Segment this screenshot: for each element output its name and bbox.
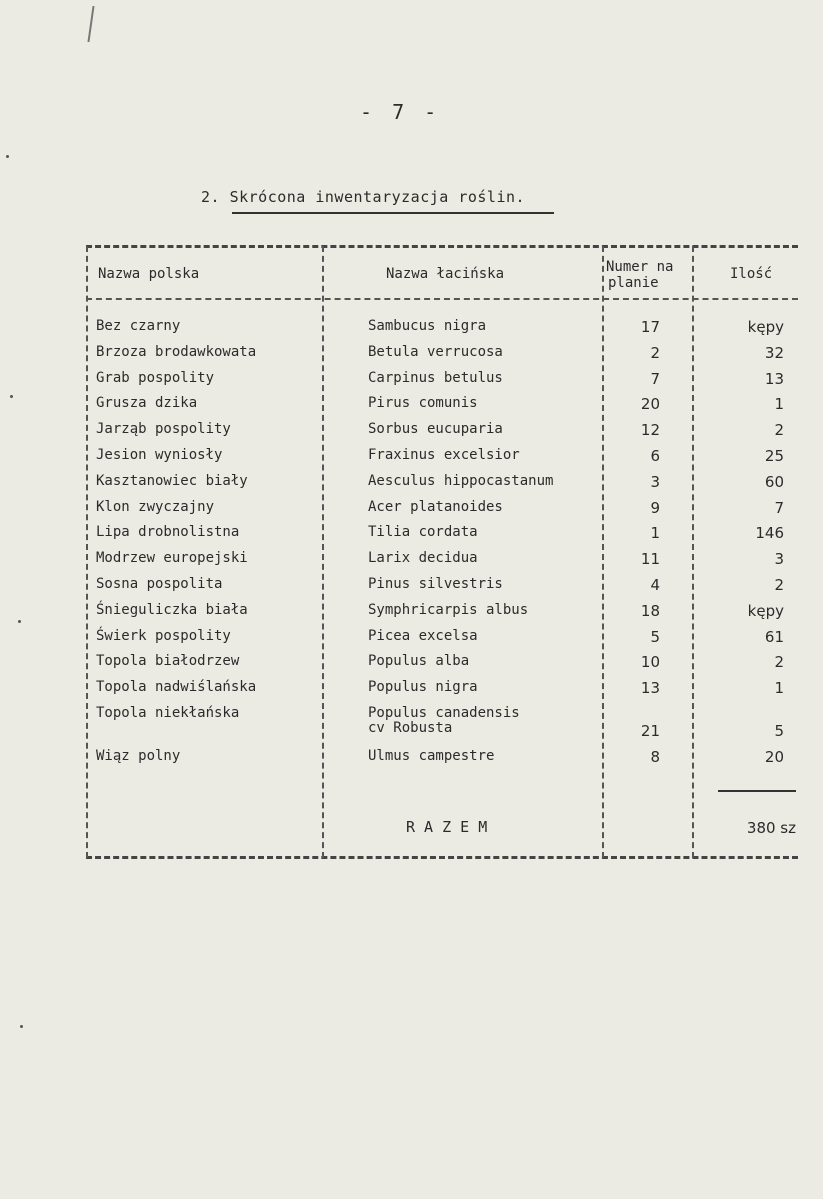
latin-name: Picea excelsa	[368, 627, 478, 644]
total-label: R A Z E M	[406, 818, 488, 836]
latin-name: Betula verrucosa	[368, 343, 503, 360]
polish-name: Śnieguliczka biała	[96, 601, 248, 618]
quantity: 32	[764, 343, 784, 362]
polish-name: Klon zwyczajny	[96, 498, 215, 515]
plan-number: 5	[650, 627, 660, 646]
quantity: kępy	[747, 318, 784, 336]
quantity: 61	[764, 627, 784, 646]
plan-number: 12	[640, 421, 660, 440]
plan-number: 13	[640, 679, 660, 698]
polish-name: Topola białodrzew	[96, 653, 240, 670]
title-underline	[232, 212, 554, 214]
latin-name: Sambucus nigra	[368, 318, 487, 334]
latin-name: Pirus comunis	[368, 395, 478, 412]
polish-name: Grusza dzika	[96, 395, 198, 412]
column-divider-3	[692, 246, 694, 858]
polish-name: Wiąz polny	[96, 747, 181, 764]
polish-name: Brzoza brodawkowata	[96, 343, 257, 360]
plan-number: 18	[640, 601, 660, 620]
latin-name: Sorbus eucuparia	[368, 421, 503, 438]
polish-name: Jarząb pospolity	[96, 421, 231, 438]
polish-name: Grab pospolity	[96, 369, 215, 386]
plan-number: 21	[640, 722, 660, 740]
corner-pen-mark	[87, 6, 108, 42]
latin-name: Fraxinus excelsior	[368, 447, 520, 463]
polish-name: Lipa drobnolistna	[96, 524, 240, 541]
plan-number: 9	[650, 498, 660, 517]
plan-number: 1	[650, 524, 660, 543]
quantity: 2	[774, 421, 784, 440]
latin-name-line2: cv Robusta	[368, 720, 453, 736]
table-left-border	[86, 246, 88, 858]
latin-name: Carpinus betulus	[368, 369, 503, 386]
margin-mark	[20, 1025, 23, 1028]
polish-name: Świerk pospolity	[96, 627, 231, 644]
header-name-lat: Nazwa łacińska	[386, 266, 505, 282]
plan-number: 17	[640, 318, 660, 336]
plan-number: 2	[650, 343, 660, 362]
section-title: 2. Skrócona inwentaryzacja roślin.	[201, 188, 526, 206]
polish-name: Modrzew europejski	[96, 550, 248, 567]
quantity: 2	[774, 653, 784, 672]
quantity: 13	[764, 369, 784, 388]
latin-name: Aesculus hippocastanum	[368, 472, 554, 489]
quantity: 1	[774, 395, 784, 414]
margin-mark	[6, 155, 9, 158]
polish-name: Sosna pospolita	[96, 576, 223, 592]
latin-name: Pinus silvestris	[368, 576, 503, 592]
polish-name: Bez czarny	[96, 318, 181, 334]
quantity: 3	[774, 550, 784, 569]
quantity: kępy	[747, 601, 784, 620]
polish-name: Topola nadwiślańska	[96, 679, 257, 696]
latin-name: Larix decidua	[368, 550, 478, 567]
quantity: 1	[774, 679, 784, 698]
plan-number: 6	[650, 447, 660, 465]
quantity: 25	[764, 447, 784, 465]
quantity: 146	[755, 524, 784, 543]
plan-number: 3	[650, 472, 660, 491]
quantity: 2	[774, 576, 784, 594]
latin-name: Populus nigra	[368, 679, 478, 696]
latin-name: Ulmus campestre	[368, 747, 495, 764]
quantity: 7	[774, 498, 784, 517]
plan-number: 4	[650, 576, 660, 594]
plan-number: 10	[640, 653, 660, 672]
column-divider-1	[322, 246, 324, 858]
polish-name: Jesion wyniosły	[96, 447, 223, 463]
header-plan-number-line2: planie	[608, 275, 659, 291]
latin-name: Populus alba	[368, 653, 470, 670]
quantity: 60	[764, 472, 784, 491]
header-name-pl: Nazwa polska	[98, 266, 200, 282]
total-value: 380 sz	[746, 819, 796, 837]
page-number: - 7 -	[360, 100, 441, 124]
latin-name: Symphricarpis albus	[368, 601, 529, 618]
quantity: 5	[774, 722, 784, 740]
latin-name: Acer platanoides	[368, 498, 503, 515]
polish-name: Kasztanowiec biały	[96, 472, 248, 489]
plan-number: 20	[640, 395, 660, 414]
margin-mark	[18, 620, 21, 623]
quantity: 20	[764, 747, 784, 766]
plan-number: 8	[650, 747, 660, 766]
margin-mark	[10, 395, 13, 398]
header-plan-number-line1: Numer na	[606, 259, 674, 275]
latin-name: Tilia cordata	[368, 524, 478, 541]
total-underline	[718, 790, 796, 792]
latin-name: Populus canadensis	[368, 705, 520, 721]
polish-name: Topola niekłańska	[96, 705, 240, 721]
header-quantity: Ilość	[730, 266, 773, 282]
plan-number: 11	[640, 550, 660, 569]
plan-number: 7	[650, 369, 660, 388]
